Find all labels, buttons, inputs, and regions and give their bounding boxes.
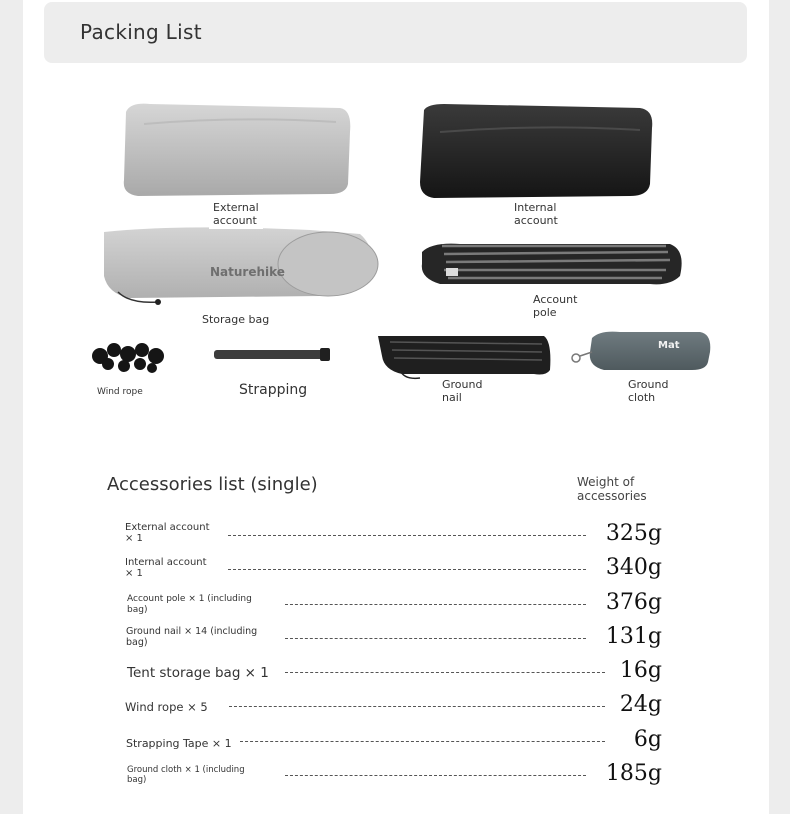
label-ground-nail: Ground nail xyxy=(442,378,483,404)
list-item xyxy=(0,691,790,721)
list-item xyxy=(0,726,790,756)
label-internal-account: Internal account xyxy=(510,199,562,229)
item-weight: 185g xyxy=(605,761,662,786)
leader-line xyxy=(285,775,586,776)
item-weight: 325g xyxy=(605,521,662,546)
item-name: Internal account × 1 xyxy=(125,557,207,579)
internal-account-image xyxy=(420,104,652,198)
section-header xyxy=(44,2,747,63)
storage-bag-image xyxy=(104,227,378,305)
leader-line xyxy=(228,535,586,536)
label-wind-rope: Wind rope xyxy=(97,387,143,397)
item-name: Strapping Tape × 1 xyxy=(126,737,232,750)
item-weight: 16g xyxy=(619,658,662,683)
accessories-title: Accessories list (single) xyxy=(107,474,318,495)
item-name: Ground nail × 14 (including bag) xyxy=(126,626,258,648)
ground-nail-image xyxy=(378,336,550,378)
external-account-image xyxy=(124,104,351,196)
list-item xyxy=(0,589,790,619)
list-item xyxy=(0,623,790,653)
item-weight: 340g xyxy=(605,555,662,580)
brand-logo: Naturehike xyxy=(210,265,285,279)
account-pole-image xyxy=(422,244,682,285)
item-name: Ground cloth × 1 (including bag) xyxy=(127,765,245,785)
list-item xyxy=(0,657,790,687)
label-strapping: Strapping xyxy=(239,382,308,398)
ground-cloth-image xyxy=(572,332,710,370)
weight-header: Weight of accessories xyxy=(577,475,647,503)
mat-print: Mat xyxy=(658,340,680,351)
label-storage-bag: Storage bag xyxy=(202,313,270,326)
item-weight: 24g xyxy=(619,692,662,717)
item-name: External account × 1 xyxy=(125,522,210,544)
item-name: Account pole × 1 (including bag) xyxy=(127,594,252,615)
leader-line xyxy=(285,604,586,605)
wind-rope-image xyxy=(92,343,164,373)
list-item xyxy=(0,520,790,550)
item-name: Tent storage bag × 1 xyxy=(127,665,269,681)
list-item xyxy=(0,554,790,584)
label-ground-cloth: Ground cloth xyxy=(628,378,669,404)
item-weight: 6g xyxy=(633,727,662,752)
label-external-account: External account xyxy=(209,199,263,229)
leader-line xyxy=(285,638,586,639)
section-title: Packing List xyxy=(80,20,202,44)
list-item xyxy=(0,760,790,790)
leader-line xyxy=(285,672,605,673)
item-weight: 131g xyxy=(605,624,662,649)
leader-line xyxy=(240,741,605,742)
label-account-pole: Account pole xyxy=(533,293,578,319)
item-weight: 376g xyxy=(605,590,662,615)
leader-line xyxy=(228,569,586,570)
product-photo xyxy=(60,72,740,412)
leader-line xyxy=(229,706,605,707)
strapping-image xyxy=(214,348,330,361)
item-name: Wind rope × 5 xyxy=(125,700,208,714)
